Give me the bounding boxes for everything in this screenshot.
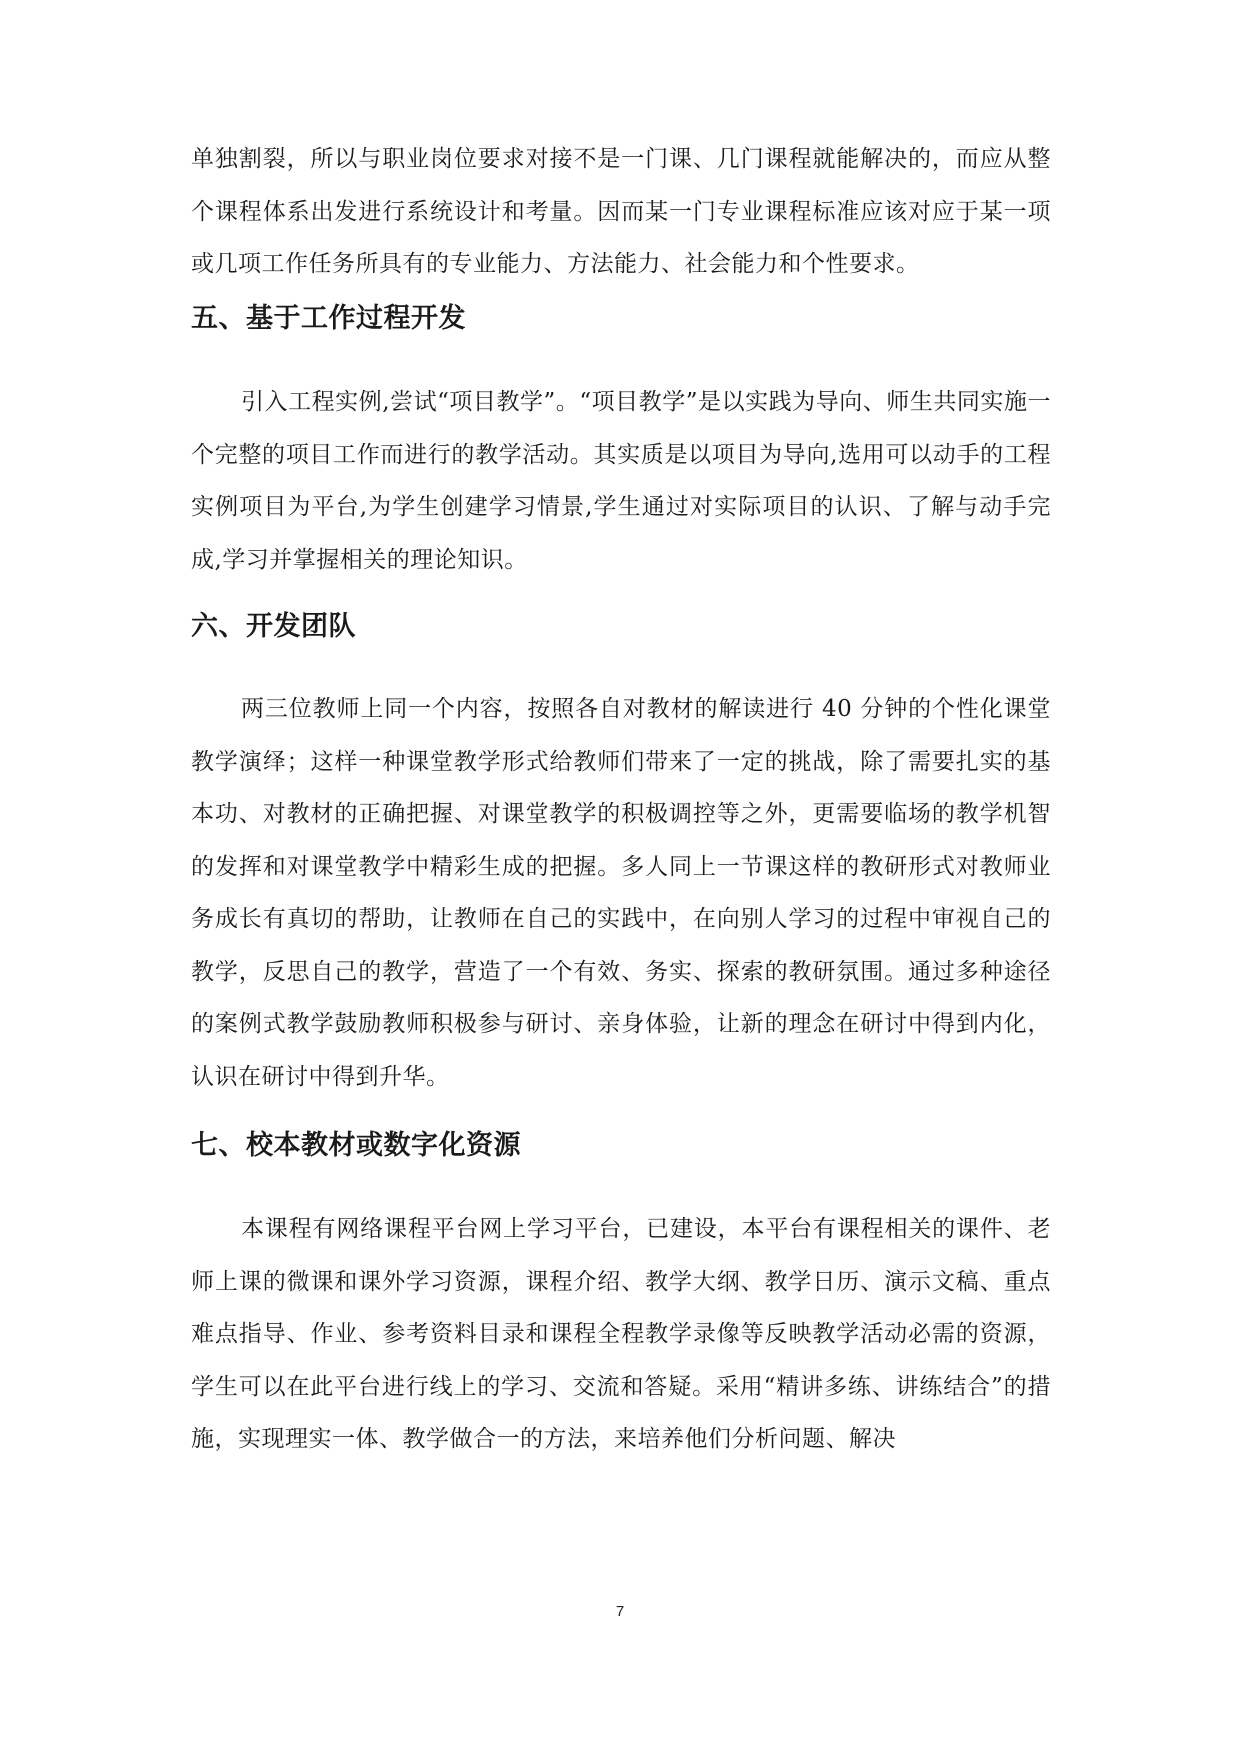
section-7-heading-block xyxy=(191,1128,1051,1164)
section-6-body xyxy=(191,683,1051,1103)
page-number: 7 xyxy=(615,1603,625,1620)
section-heading: 六、开发团队 xyxy=(191,611,356,642)
section-7-body xyxy=(191,1203,1051,1466)
intro-paragraph: 单独割裂，所以与职业岗位要求对接不是一门课、几门课程就能解决的，而应从整个课程体系出发进行系统设计和考量。因而某一门专业课程标准应该对应于某一项或几项工作任务所具有的专业能力、方法能力、社会能力和个性要求。 xyxy=(191,146,1051,277)
section-heading: 七、校本教材或数字化资源 xyxy=(191,1130,521,1161)
section-paragraph: 两三位教师上同一个内容，按照各自对教材的解读进行 40 分钟的个性化课堂教学演绎；这样一种课堂教学形式给教师们带来了一定的挑战，除了需要扎实的基本功、对教材的正确把握、对课堂教学的积极调控等之外，更需要临场的教学机智的发挥和对课堂教学中精彩生成的把握。多人同上一节课这样的教研形式对教师业务成长有真切的帮助，让教师在自己的实践中，在向别人学习的过程中审视自己的教学，反思自己的教学，营造了一个有效、务实、探索的教研氛围。通过多种途径的案例式教学鼓励教师积极参与研讨、亲身体验，让新的理念在研讨中得到内化，认识在研讨中得到升华。 xyxy=(191,696,1051,1090)
section-paragraph: 本课程有网络课程平台网上学习平台，已建设，本平台有课程相关的课件、老师上课的微课和课外学习资源，课程介绍、教学大纲、教学日历、演示文稿、重点难点指导、作业、参考资料目录和课程全程教学录像等反映教学活动必需的资源，学生可以在此平台进行线上的学习、交流和答疑。采用“精讲多练、讲练结合”的措施，实现理实一体、教学做合一的方法，来培养他们分析问题、解决 xyxy=(191,1216,1051,1452)
section-6-heading-block xyxy=(191,609,1051,645)
intro-block xyxy=(191,133,1051,291)
section-5-body xyxy=(191,376,1051,586)
section-paragraph: 引入工程实例,尝试“项目教学”。“项目教学”是以实践为导向、师生共同实施一个完整的项目工作而进行的教学活动。其实质是以项目为导向,选用可以动手的工程实例项目为平台,为学生创建学习情景,学生通过对实际项目的认识、了解与动手完成,学习并掌握相关的理论知识。 xyxy=(191,389,1051,573)
section-5-heading-block xyxy=(191,301,1051,337)
section-heading: 五、基于工作过程开发 xyxy=(191,303,466,334)
